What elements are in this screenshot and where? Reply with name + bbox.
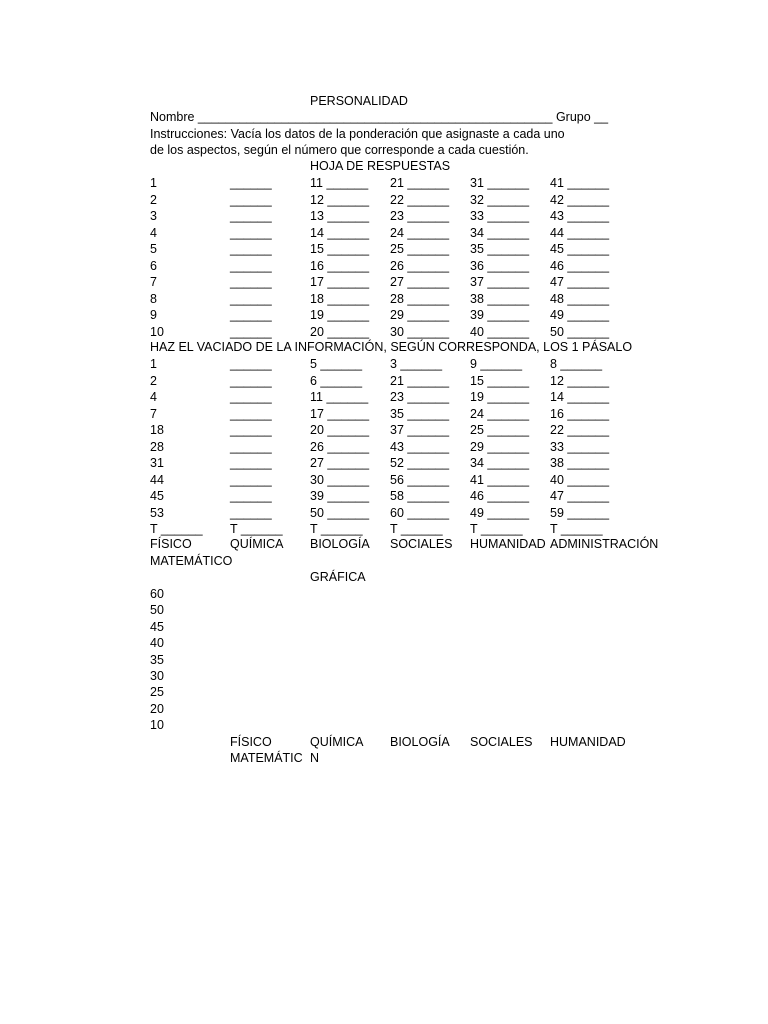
answer-row-cell: 24 ______ (390, 225, 450, 240)
answer-row-cell: ______ (230, 192, 272, 207)
transfer-instruction: HAZ EL VACIADO DE LA INFORMACIÓN, SEGÚN CORRESPONDA, LOS 1 PÁSALO (150, 340, 633, 354)
answer-row-cell: 45 ______ (550, 242, 610, 256)
transfer-row-cell: ______ (230, 423, 272, 437)
answer-row-cell: 47 ______ (550, 275, 610, 289)
answer-row-cell: 3 (150, 209, 157, 223)
answer-row-cell: 37 ______ (470, 275, 530, 289)
answer-row-cell: 16 ______ (310, 258, 370, 273)
transfer-row-cell: 18 (150, 423, 164, 437)
transfer-row-cell: 24 ______ (470, 406, 530, 421)
transfer-row-cell: 40 ______ (550, 472, 610, 487)
answer-row-cell: 44 ______ (550, 225, 610, 240)
answer-row-cell: 42 ______ (550, 192, 610, 207)
answer-row-cell: 10 (150, 324, 164, 339)
transfer-row (150, 439, 632, 455)
answer-row-cell: 6 (150, 258, 157, 273)
answer-row-cell: 43 ______ (550, 209, 610, 223)
answer-row-cell: 14 ______ (310, 225, 370, 240)
area-label-item: FÍSICO (150, 537, 192, 551)
answer-row-cell: 28 ______ (390, 291, 450, 306)
transfer-row-cell: 28 (150, 439, 164, 454)
answer-row-cell: 19 ______ (310, 308, 370, 322)
transfer-row-cell: ______ (230, 373, 272, 388)
transfer-row-cell: 50 ______ (310, 505, 370, 520)
answer-row-cell: ______ (230, 209, 272, 223)
area-label-item: QUÍMICA (230, 537, 284, 551)
transfer-row-cell: 16 ______ (550, 406, 610, 421)
answer-row-cell: 13 ______ (310, 209, 370, 223)
transfer-row-cell: 27 ______ (310, 456, 370, 470)
transfer-row-cell: 4 (150, 390, 157, 404)
transfer-row-cell: T ______ (470, 522, 523, 536)
answer-row-cell: 48 ______ (550, 291, 610, 306)
answer-row-cell: ______ (230, 242, 272, 256)
transfer-row-cell: ______ (230, 472, 272, 487)
answer-row (150, 208, 632, 224)
answer-row-cell: 4 (150, 225, 157, 240)
area-label-item: SOCIALES (390, 537, 453, 551)
transfer-row-cell: 37 ______ (390, 423, 450, 437)
answer-row-cell: 34 ______ (470, 225, 530, 240)
transfer-row-cell: 20 ______ (310, 423, 370, 437)
transfer-row-cell: ______ (230, 456, 272, 470)
transfer-row-cell: ______ (230, 406, 272, 421)
transfer-row (150, 406, 632, 422)
answer-row (150, 274, 632, 290)
instructions-line-1: Instrucciones: Vacía los datos de la ponderación que asignaste a cada uno (150, 127, 565, 141)
answer-row-cell: 46 ______ (550, 258, 610, 273)
answer-row-cell: 21 ______ (390, 176, 450, 190)
answer-row-cell: ______ (230, 308, 272, 322)
instructions-line-2: de los aspectos, según el número que corresponde a cada cuestión. (150, 143, 529, 157)
answer-row-cell: 18 ______ (310, 291, 370, 306)
answer-sheet-title: HOJA DE RESPUESTAS (310, 159, 451, 173)
graph-area-line2-item: MATEMÁTIC (230, 751, 303, 765)
graph-area-line2-item: N (310, 751, 320, 765)
graph-scale-value: 40 (150, 636, 164, 651)
answer-row (150, 291, 632, 307)
transfer-row-cell: 60 ______ (390, 505, 450, 520)
graph-title: GRÁFICA (310, 570, 366, 584)
answer-row-cell: ______ (230, 291, 272, 306)
transfer-row-cell: 41 ______ (470, 472, 530, 487)
answer-row (150, 258, 632, 274)
graph-scale-value: 50 (150, 603, 164, 618)
graph-scale-value: 60 (150, 587, 164, 601)
transfer-row (150, 356, 632, 372)
transfer-row (150, 389, 632, 405)
transfer-row-cell: 19 ______ (470, 390, 530, 404)
answer-row-cell: 50 ______ (550, 324, 610, 339)
answer-row-cell: 29 ______ (390, 308, 450, 322)
graph-area (150, 734, 632, 750)
answer-row (150, 241, 632, 257)
transfer-row-cell: 21 ______ (390, 373, 450, 388)
answer-row-cell: 8 (150, 291, 157, 306)
answer-row-cell: 35 ______ (470, 242, 530, 256)
transfer-row (150, 521, 632, 537)
transfer-row-cell: 23 ______ (390, 390, 450, 404)
answer-row-cell: 20 ______ (310, 324, 370, 339)
answer-row-cell: 41 ______ (550, 176, 610, 190)
transfer-row (150, 373, 632, 389)
transfer-row (150, 488, 632, 504)
transfer-row-cell: 22 ______ (550, 423, 610, 437)
transfer-row-cell: 56 ______ (390, 472, 450, 487)
transfer-row-cell: 52 ______ (390, 456, 450, 470)
transfer-row-cell: ______ (230, 439, 272, 454)
transfer-row-cell: 11 ______ (310, 390, 369, 404)
transfer-row (150, 455, 632, 471)
transfer-row-cell: 14 ______ (550, 390, 610, 404)
transfer-row-cell: 7 (150, 406, 157, 421)
transfer-row-cell: ______ (230, 489, 272, 503)
transfer-row-cell: T ______ (390, 522, 443, 536)
answer-row-cell: 22 ______ (390, 192, 450, 207)
transfer-row-cell: 38 ______ (550, 456, 610, 470)
answer-row-cell: 36 ______ (470, 258, 530, 273)
answer-row-cell: 7 (150, 275, 157, 289)
transfer-row-cell: 12 ______ (550, 373, 610, 388)
answer-row-cell: 33 ______ (470, 209, 530, 223)
answer-row-cell: 23 ______ (390, 209, 450, 223)
graph-area-item: QUÍMICA (310, 735, 364, 749)
transfer-row-cell: ______ (230, 357, 272, 371)
transfer-row-cell: 35 ______ (390, 406, 450, 421)
transfer-row-cell: 53 (150, 505, 164, 520)
graph-area-item: BIOLOGÍA (390, 735, 450, 749)
answer-sheet (150, 93, 659, 793)
transfer-row-cell: T ______ (310, 522, 363, 536)
answer-row (150, 307, 632, 323)
graph-scale-value: 30 (150, 669, 164, 683)
transfer-row-cell: 6 ______ (310, 373, 363, 388)
answer-row-cell: 11 ______ (310, 176, 369, 190)
graph-area-item: HUMANIDAD (550, 735, 626, 749)
transfer-row (150, 422, 632, 438)
answer-row-cell: 38 ______ (470, 291, 530, 306)
transfer-row-cell: 59 ______ (550, 505, 610, 520)
answer-row-cell: 39 ______ (470, 308, 530, 322)
transfer-row-cell: 9 ______ (470, 357, 523, 371)
transfer-row-cell: ______ (230, 390, 272, 404)
transfer-row-cell: 31 (150, 456, 164, 470)
graph-scale-value: 35 (150, 652, 164, 667)
transfer-row-cell: T ______ (150, 522, 203, 536)
transfer-row-cell: 44 (150, 472, 164, 487)
transfer-row-cell: 15 ______ (470, 373, 530, 388)
transfer-row-cell: 45 (150, 489, 164, 503)
answer-row-cell: 9 (150, 308, 157, 322)
transfer-row-cell: T ______ (550, 522, 603, 536)
name-line: Nombre ___________________________________________________ Grupo __ (150, 110, 609, 124)
area-label-item: BIOLOGÍA (310, 537, 370, 551)
answer-row-cell: 1 (150, 176, 157, 190)
transfer-row-cell: 2 (150, 373, 157, 388)
transfer-row-cell: 29 ______ (470, 439, 530, 454)
transfer-row-cell: 30 ______ (310, 472, 370, 487)
answer-row (150, 175, 632, 191)
answer-row-cell: 5 (150, 242, 157, 256)
answer-row-cell: ______ (230, 275, 272, 289)
graph-area-item: SOCIALES (470, 735, 533, 749)
answer-row-cell: 12 ______ (310, 192, 370, 207)
transfer-row (150, 472, 632, 488)
answer-row-cell: 2 (150, 192, 157, 207)
answer-row-cell: 30 ______ (390, 324, 450, 339)
answer-row-cell: 15 ______ (310, 242, 370, 256)
answer-row (150, 225, 632, 241)
area-label-item: HUMANIDAD (470, 537, 546, 551)
answer-row-cell: ______ (230, 225, 272, 240)
graph-scale-value: 45 (150, 619, 164, 634)
transfer-row-cell: 47 ______ (550, 489, 610, 503)
answer-row (150, 192, 632, 208)
transfer-row-cell: 17 ______ (310, 406, 370, 421)
answer-row-cell: 27 ______ (390, 275, 450, 289)
transfer-row-cell: 25 ______ (470, 423, 530, 437)
answer-row-cell: ______ (230, 324, 272, 339)
transfer-row (150, 505, 632, 521)
transfer-row-cell: 43 ______ (390, 439, 450, 454)
area-label (150, 536, 659, 552)
answer-row-cell: 25 ______ (390, 242, 450, 256)
answer-row (150, 324, 632, 340)
graph-scale-value: 25 (150, 685, 164, 700)
graph-area-item: FÍSICO (230, 735, 272, 749)
answer-row-cell: 32 ______ (470, 192, 530, 207)
transfer-row-cell: T ______ (230, 522, 283, 536)
transfer-row-cell: 3 ______ (390, 357, 443, 371)
transfer-row-cell: 8 ______ (550, 357, 603, 371)
transfer-row-cell: 58 ______ (390, 489, 450, 503)
answer-row-cell: 31 ______ (470, 176, 530, 190)
graph-area-line2 (150, 750, 632, 766)
answer-row-cell: 26 ______ (390, 258, 450, 273)
transfer-row-cell: ______ (230, 505, 272, 520)
answer-row-cell: 40 ______ (470, 324, 530, 339)
transfer-row-cell: 1 (150, 357, 157, 371)
answer-row-cell: 49 ______ (550, 308, 610, 322)
area-label-continuation: MATEMÁTICO (150, 554, 233, 568)
transfer-row-cell: 34 ______ (470, 456, 530, 470)
answer-row-cell: ______ (230, 258, 272, 273)
graph-scale-value: 20 (150, 701, 164, 716)
transfer-row-cell: 33 ______ (550, 439, 610, 454)
transfer-row-cell: 5 ______ (310, 357, 363, 371)
graph-scale-value: 10 (150, 718, 164, 733)
transfer-row-cell: 49 ______ (470, 505, 530, 520)
transfer-row-cell: 26 ______ (310, 439, 370, 454)
page-title: PERSONALIDAD (310, 94, 408, 108)
answer-row-cell: ______ (230, 176, 272, 190)
answer-row-cell: 17 ______ (310, 275, 370, 289)
area-label-item: ADMINISTRACIÓN (550, 537, 659, 551)
transfer-row-cell: 46 ______ (470, 489, 530, 503)
transfer-row-cell: 39 ______ (310, 489, 370, 503)
